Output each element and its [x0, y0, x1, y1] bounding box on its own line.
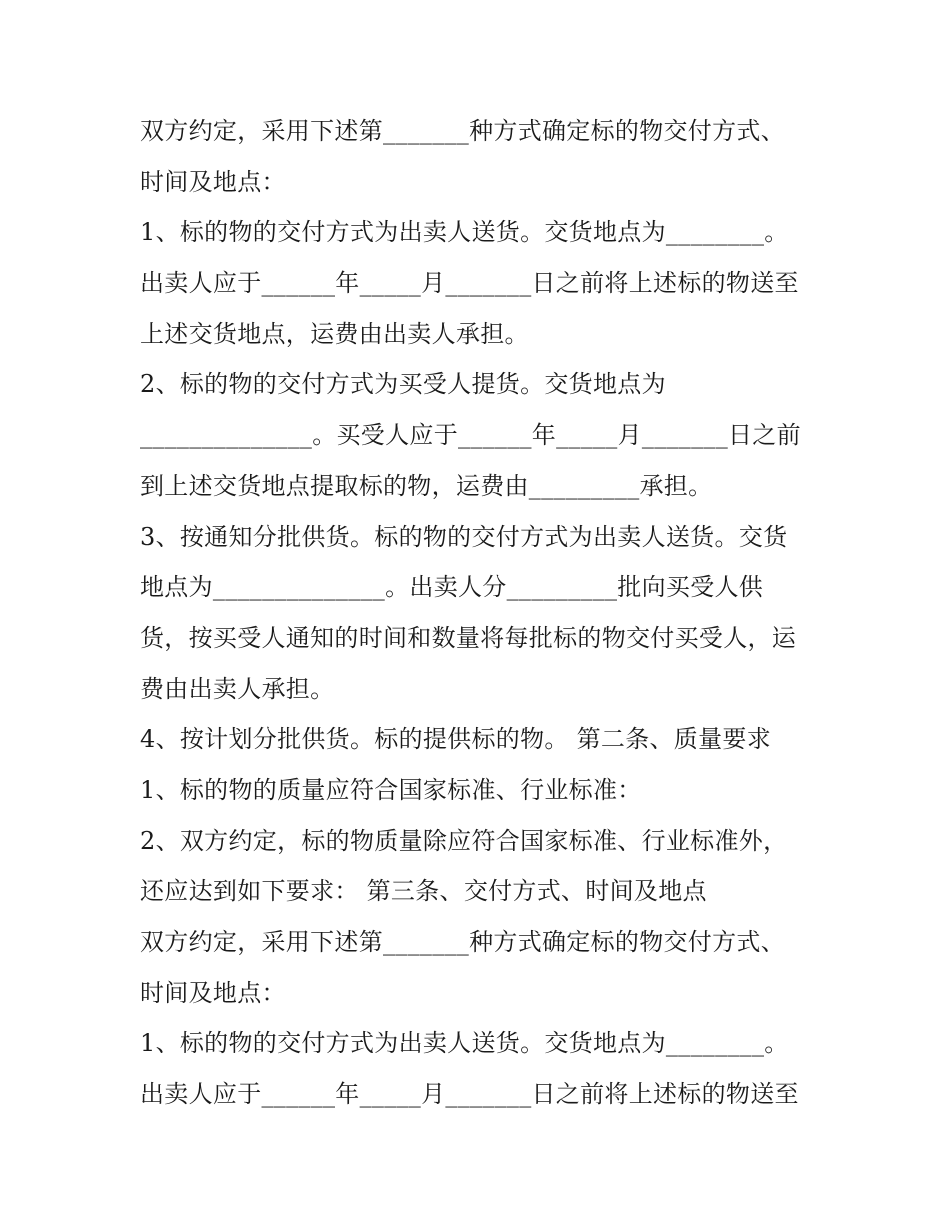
text-line: 出卖人应于______年_____月_______日之前将上述标的物送至: [140, 1080, 799, 1109]
text-line: 4、按计划分批供货。标的提供标的物。 第二条、质量要求: [140, 725, 771, 754]
text-line: 地点为______________。出卖人分_________批向买受人供: [140, 573, 764, 602]
text-line: 时间及地点：: [140, 978, 286, 1007]
text-line: 出卖人应于______年_____月_______日之前将上述标的物送至: [140, 269, 799, 298]
text-line: 2、标的物的交付方式为买受人提货。交货地点为: [140, 370, 666, 399]
text-line: 费由出卖人承担。: [140, 674, 335, 703]
text-line: ______________。买受人应于______年_____月_______日之前: [140, 421, 801, 450]
text-line: 双方约定，采用下述第_______种方式确定标的物交付方式、: [140, 117, 785, 145]
text-line: 还应达到如下要求： 第三条、交付方式、时间及地点: [140, 877, 707, 906]
text-line: 1、标的物的交付方式为出卖人送货。交货地点为________。: [140, 1029, 789, 1058]
text-line: 双方约定，采用下述第_______种方式确定标的物交付方式、: [140, 928, 785, 956]
contract-text: [140, 106, 830, 1120]
text-line: 到上述交货地点提取标的物，运费由_________承担。: [140, 471, 713, 500]
text-line: 1、标的物的质量应符合国家标准、行业标准：: [140, 775, 642, 804]
text-line: 1、标的物的交付方式为出卖人送货。交货地点为________。: [140, 218, 789, 247]
text-line: 时间及地点：: [140, 167, 286, 196]
text-line: 2、双方约定，标的物质量除应符合国家标准、行业标准外，: [140, 826, 788, 855]
text-line: 货，按买受人通知的时间和数量将每批标的物交付买受人，运: [140, 623, 797, 652]
text-line: 3、按通知分批供货。标的物的交付方式为出卖人送货。交货: [140, 522, 788, 551]
text-line: 上述交货地点，运费由出卖人承担。: [140, 319, 529, 348]
